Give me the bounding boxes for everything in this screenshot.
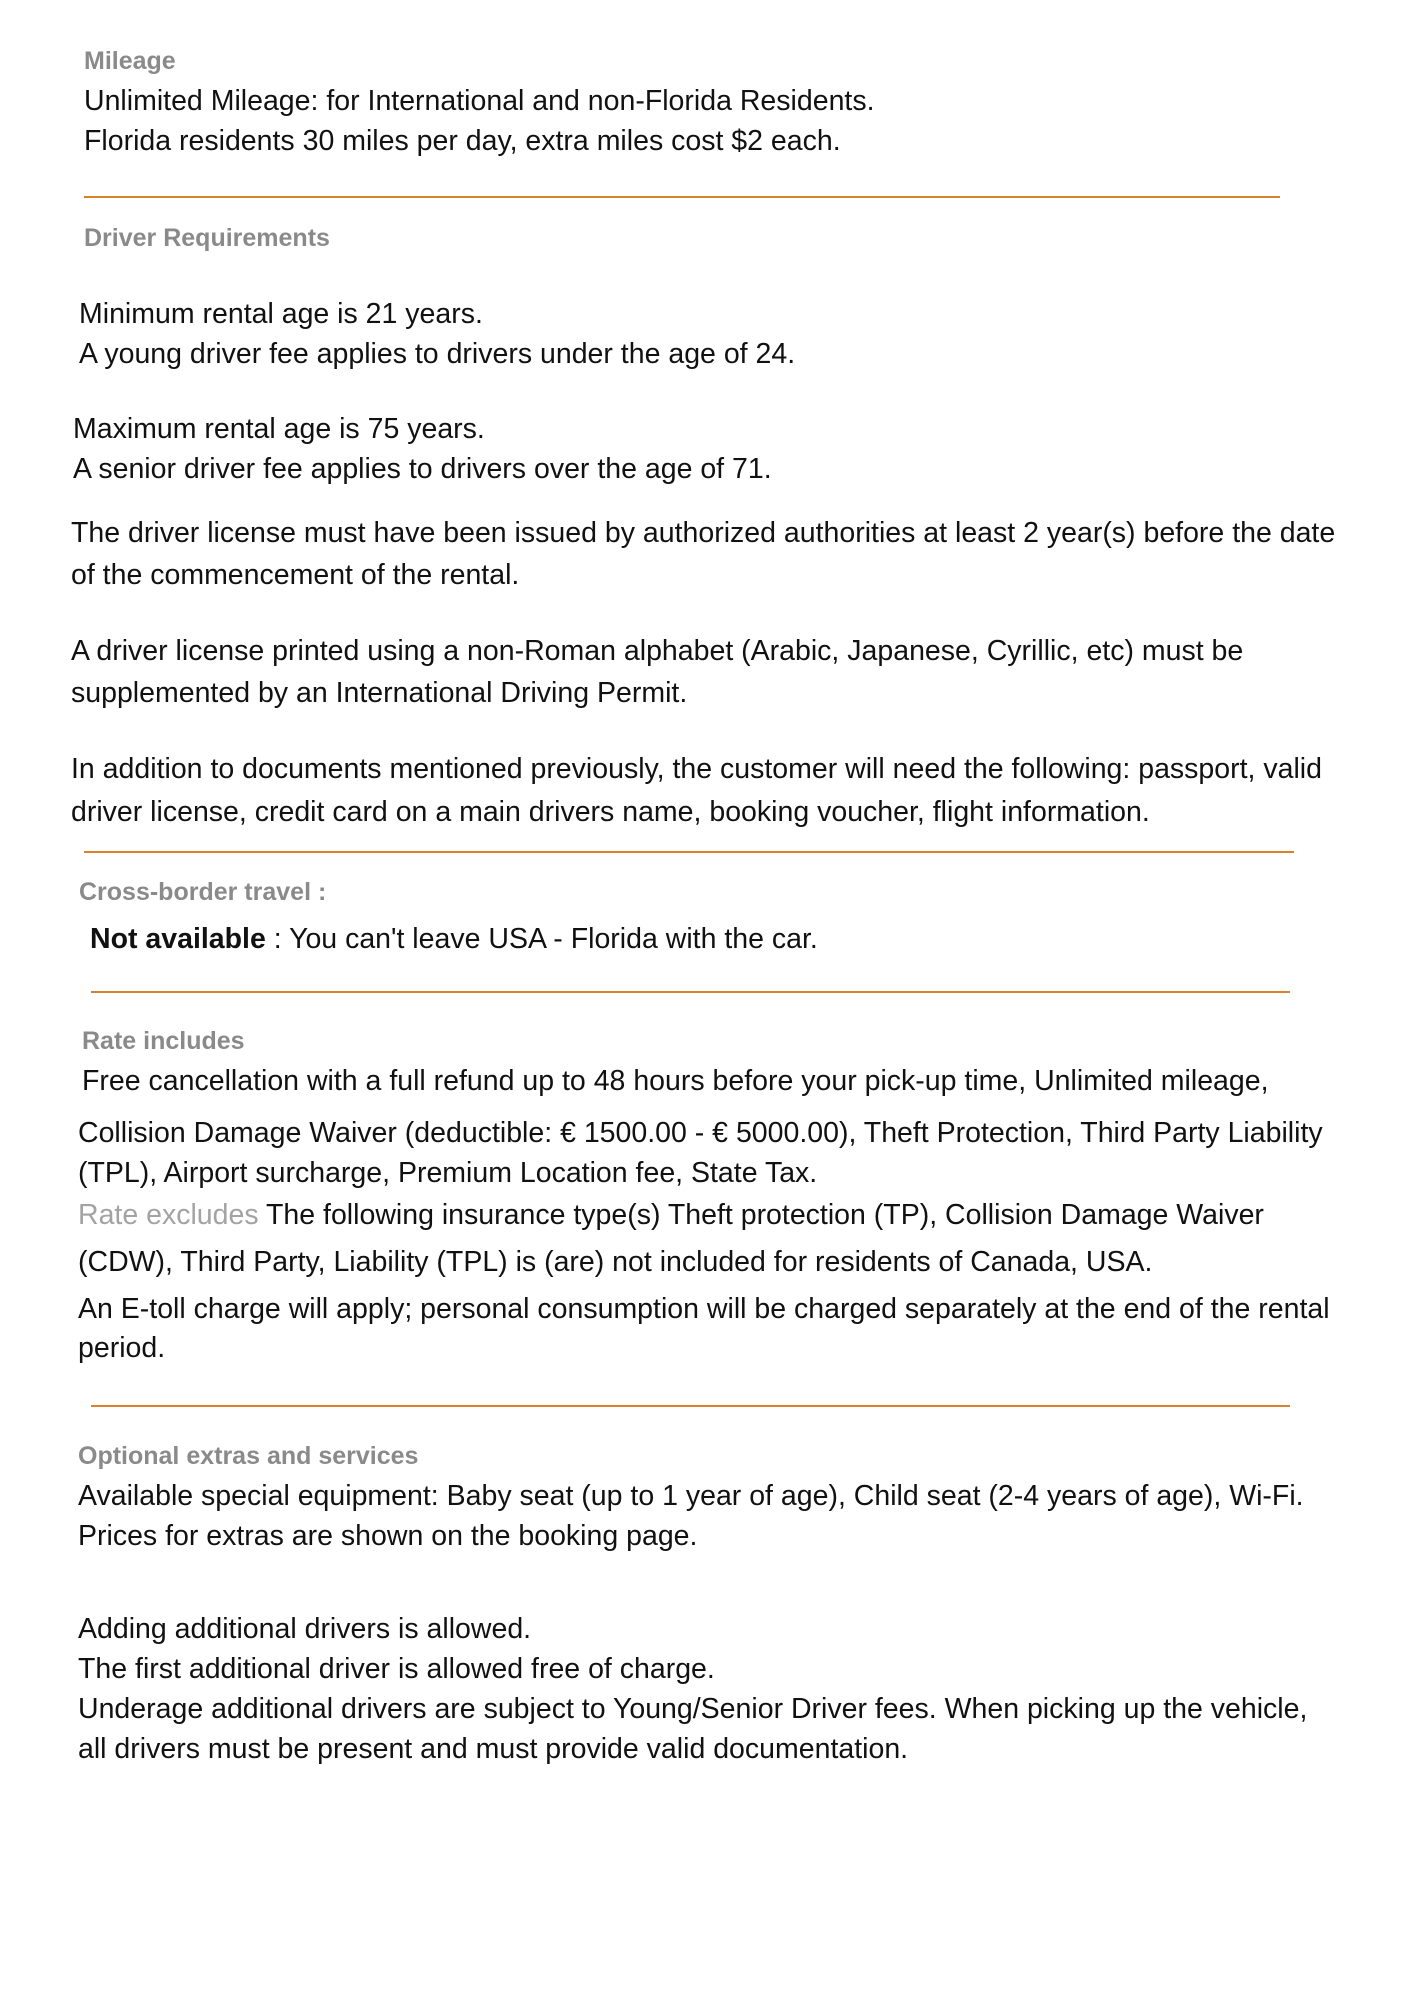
cross-border-heading: Cross-border travel : [79,878,327,906]
cross-border-text [90,919,818,959]
section-divider [84,851,1294,853]
section-divider [91,991,1290,993]
extras-heading: Optional extras and services [78,1442,419,1470]
non-roman-license-line-1: A driver license printed using a non-Roman alphabet (Arabic, Japanese, Cyrillic, etc) must be [71,635,1244,667]
max-age-text: Maximum rental age is 75 years. [73,413,485,445]
special-equipment-text: Available special equipment: Baby seat (up to 1 year of age), Child seat (2-4 years of age), Wi-Fi. [78,1480,1304,1512]
etoll-line-2: period. [78,1332,166,1364]
mileage-line-2: Florida residents 30 miles per day, extra miles cost $2 each. [84,125,841,157]
additional-drivers-allowed-text: Adding additional drivers is allowed. [78,1613,532,1645]
driver-requirements-heading: Driver Requirements [84,224,330,252]
underage-drivers-line-2: all drivers must be present and must provide valid documentation. [78,1733,909,1765]
non-roman-license-line-2: supplemented by an International Driving Permit. [71,677,688,709]
young-driver-fee-text: A young driver fee applies to drivers under the age of 24. [79,338,796,370]
min-age-text: Minimum rental age is 21 years. [79,298,483,330]
rate-excludes-line-1 [78,1195,1264,1235]
rate-includes-line-2: Collision Damage Waiver (deductible: € 1500.00 - € 5000.00), Theft Protection, Third Party Liability [78,1117,1323,1149]
rate-includes-line-3: (TPL), Airport surcharge, Premium Location fee, State Tax. [78,1157,818,1189]
mileage-heading: Mileage [84,47,176,75]
first-driver-free-text: The first additional driver is allowed free of charge. [78,1653,715,1685]
rate-excludes-label: Rate excludes [78,1199,259,1231]
required-documents-line-1: In addition to documents mentioned previously, the customer will need the following: passport, valid [71,753,1322,785]
license-requirement-line-1: The driver license must have been issued by authorized authorities at least 2 year(s) before the date [71,517,1336,549]
etoll-line-1: An E-toll charge will apply; personal consumption will be charged separately at the end of the rental [78,1293,1330,1325]
cross-border-status: Not available [90,923,266,955]
rate-excludes-line-2: (CDW), Third Party, Liability (TPL) is (are) not included for residents of Canada, USA. [78,1246,1153,1278]
underage-drivers-line-1: Underage additional drivers are subject to Young/Senior Driver fees. When picking up the vehicle, [78,1693,1308,1725]
extras-prices-text: Prices for extras are shown on the booking page. [78,1520,698,1552]
mileage-line-1: Unlimited Mileage: for International and non-Florida Residents. [84,85,875,117]
senior-driver-fee-text: A senior driver fee applies to drivers over the age of 71. [73,453,772,485]
required-documents-line-2: driver license, credit card on a main drivers name, booking voucher, flight information. [71,796,1150,828]
section-divider [91,1405,1290,1407]
rate-excludes-text: The following insurance type(s) Theft protection (TP), Collision Damage Waiver [258,1199,1264,1231]
cross-border-detail: : You can't leave USA - Florida with the car. [265,923,818,955]
section-divider [84,196,1280,198]
rate-includes-line-1: Free cancellation with a full refund up to 48 hours before your pick-up time, Unlimited mileage, [82,1065,1269,1097]
rate-includes-heading: Rate includes [82,1027,245,1055]
license-requirement-line-2: of the commencement of the rental. [71,559,520,591]
